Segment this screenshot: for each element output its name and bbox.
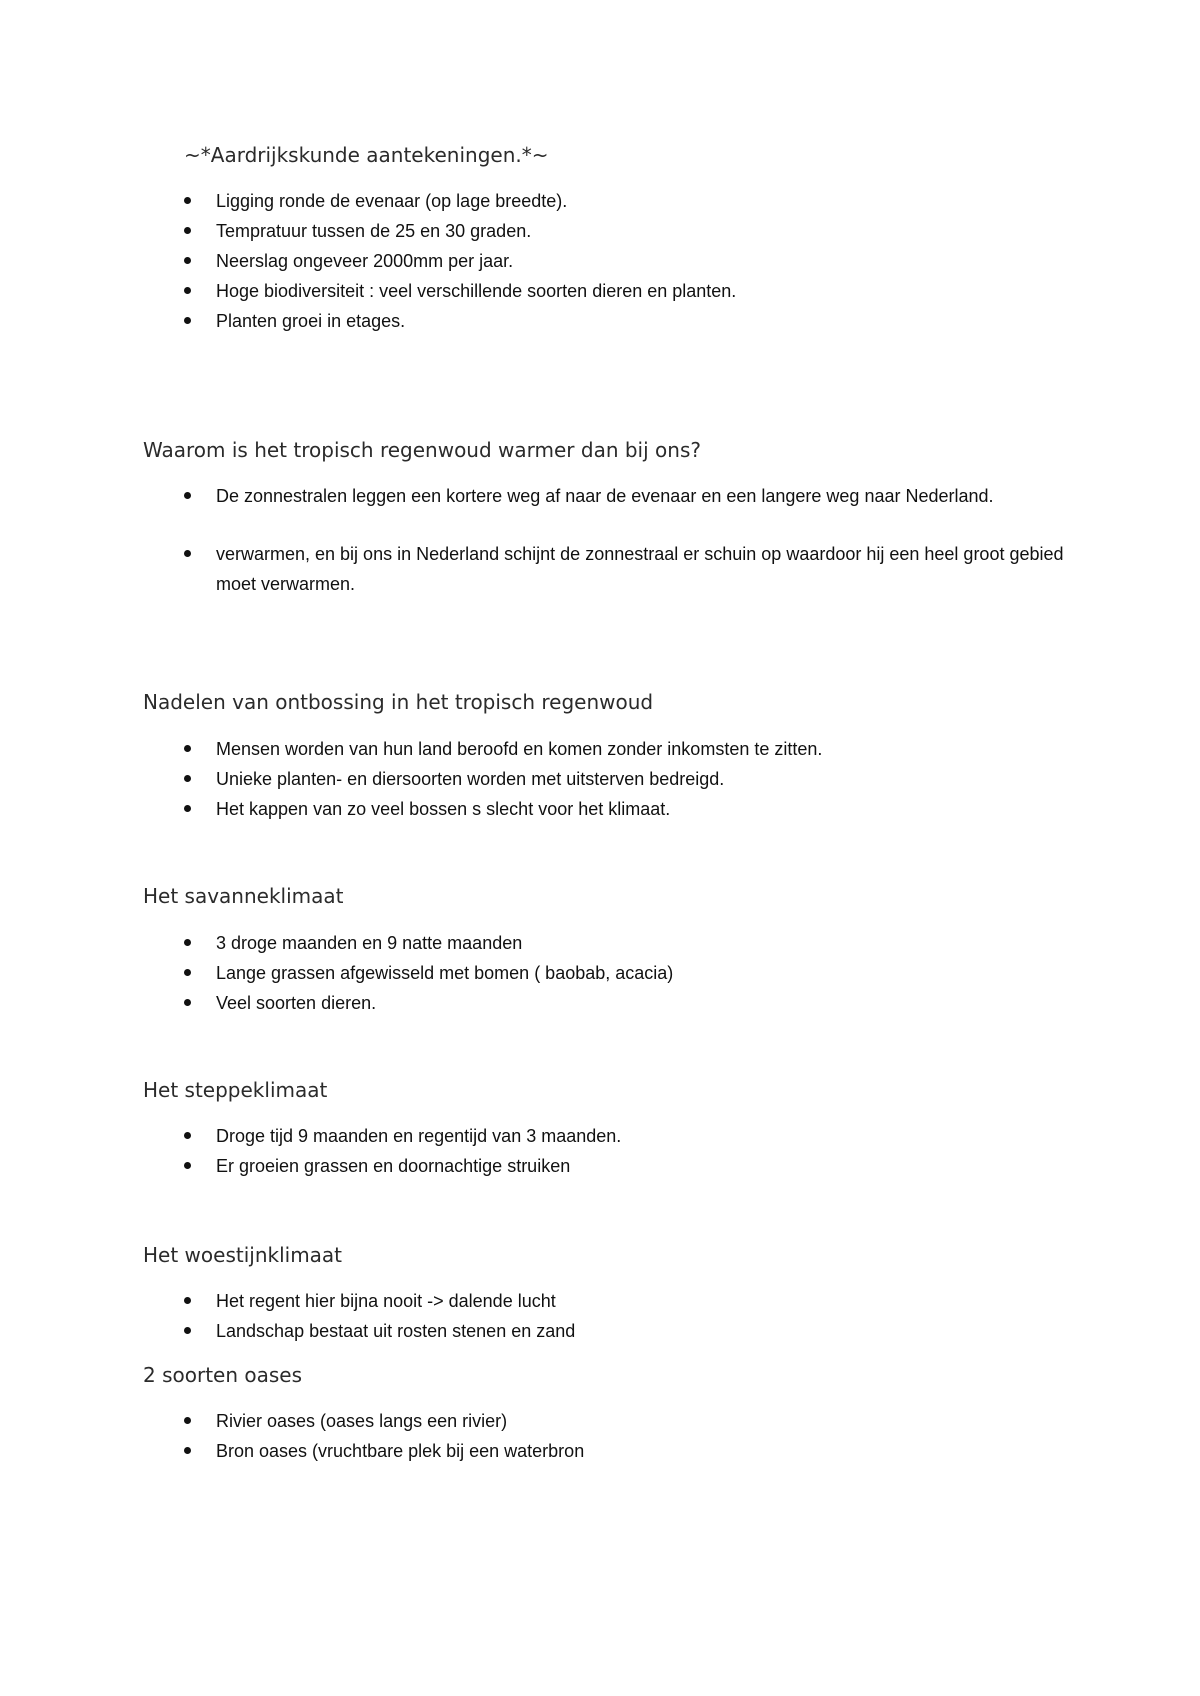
list-item: Neerslag ongeveer 2000mm per jaar. bbox=[0, 246, 1076, 276]
list-item: Hoge biodiversiteit : veel verschillende soorten dieren en planten. bbox=[0, 276, 1076, 306]
section-list-oases bbox=[0, 1406, 1200, 1466]
list-item: De zonnestralen leggen een kortere weg af naar de evenaar en een langere weg naar Nederland. bbox=[0, 481, 1076, 511]
list-item: Bron oases (vruchtbare plek bij een waterbron bbox=[0, 1436, 1076, 1466]
section-list-woestijn bbox=[0, 1286, 1200, 1346]
list-item: 3 droge maanden en 9 natte maanden bbox=[0, 928, 1076, 958]
list-item: Lange grassen afgewisseld met bomen ( baobab, acacia) bbox=[0, 958, 1076, 988]
section-heading-warmer: Waarom is het tropisch regenwoud warmer dan bij ons? bbox=[143, 438, 701, 462]
list-item: Planten groei in etages. bbox=[0, 306, 1076, 336]
section-list-steppe bbox=[0, 1121, 1200, 1181]
list-item: Mensen worden van hun land beroofd en komen zonder inkomsten te zitten. bbox=[0, 734, 1076, 764]
list-item: Het kappen van zo veel bossen s slecht voor het klimaat. bbox=[0, 794, 1076, 824]
intro-list bbox=[0, 186, 1200, 336]
list-item: Het regent hier bijna nooit -> dalende lucht bbox=[0, 1286, 1076, 1316]
list-item: Droge tijd 9 maanden en regentijd van 3 maanden. bbox=[0, 1121, 1076, 1151]
section-list-ontbossing bbox=[0, 734, 1200, 824]
section-heading-savanne: Het savanneklimaat bbox=[143, 884, 344, 908]
section-heading-steppe: Het steppeklimaat bbox=[143, 1078, 328, 1102]
list-item: Er groeien grassen en doornachtige struiken bbox=[0, 1151, 1076, 1181]
page-title: ~*Aardrijkskunde aantekeningen.*~ bbox=[184, 143, 549, 167]
section-heading-ontbossing: Nadelen van ontbossing in het tropisch regenwoud bbox=[143, 690, 654, 714]
section-heading-oases: 2 soorten oases bbox=[143, 1363, 303, 1387]
list-item: Unieke planten- en diersoorten worden met uitsterven bedreigd. bbox=[0, 764, 1076, 794]
section-list-warmer bbox=[0, 481, 1200, 599]
section-heading-woestijn: Het woestijnklimaat bbox=[143, 1243, 343, 1267]
list-item: Landschap bestaat uit rosten stenen en zand bbox=[0, 1316, 1076, 1346]
list-item: Tempratuur tussen de 25 en 30 graden. bbox=[0, 216, 1076, 246]
list-item: Ligging ronde de evenaar (op lage breedte). bbox=[0, 186, 1076, 216]
list-item: Veel soorten dieren. bbox=[0, 988, 1076, 1018]
list-item: Rivier oases (oases langs een rivier) bbox=[0, 1406, 1076, 1436]
list-item: verwarmen, en bij ons in Nederland schijnt de zonnestraal er schuin op waardoor hij een heel groot gebied moet verwarmen. bbox=[0, 539, 1076, 599]
section-list-savanne bbox=[0, 928, 1200, 1018]
